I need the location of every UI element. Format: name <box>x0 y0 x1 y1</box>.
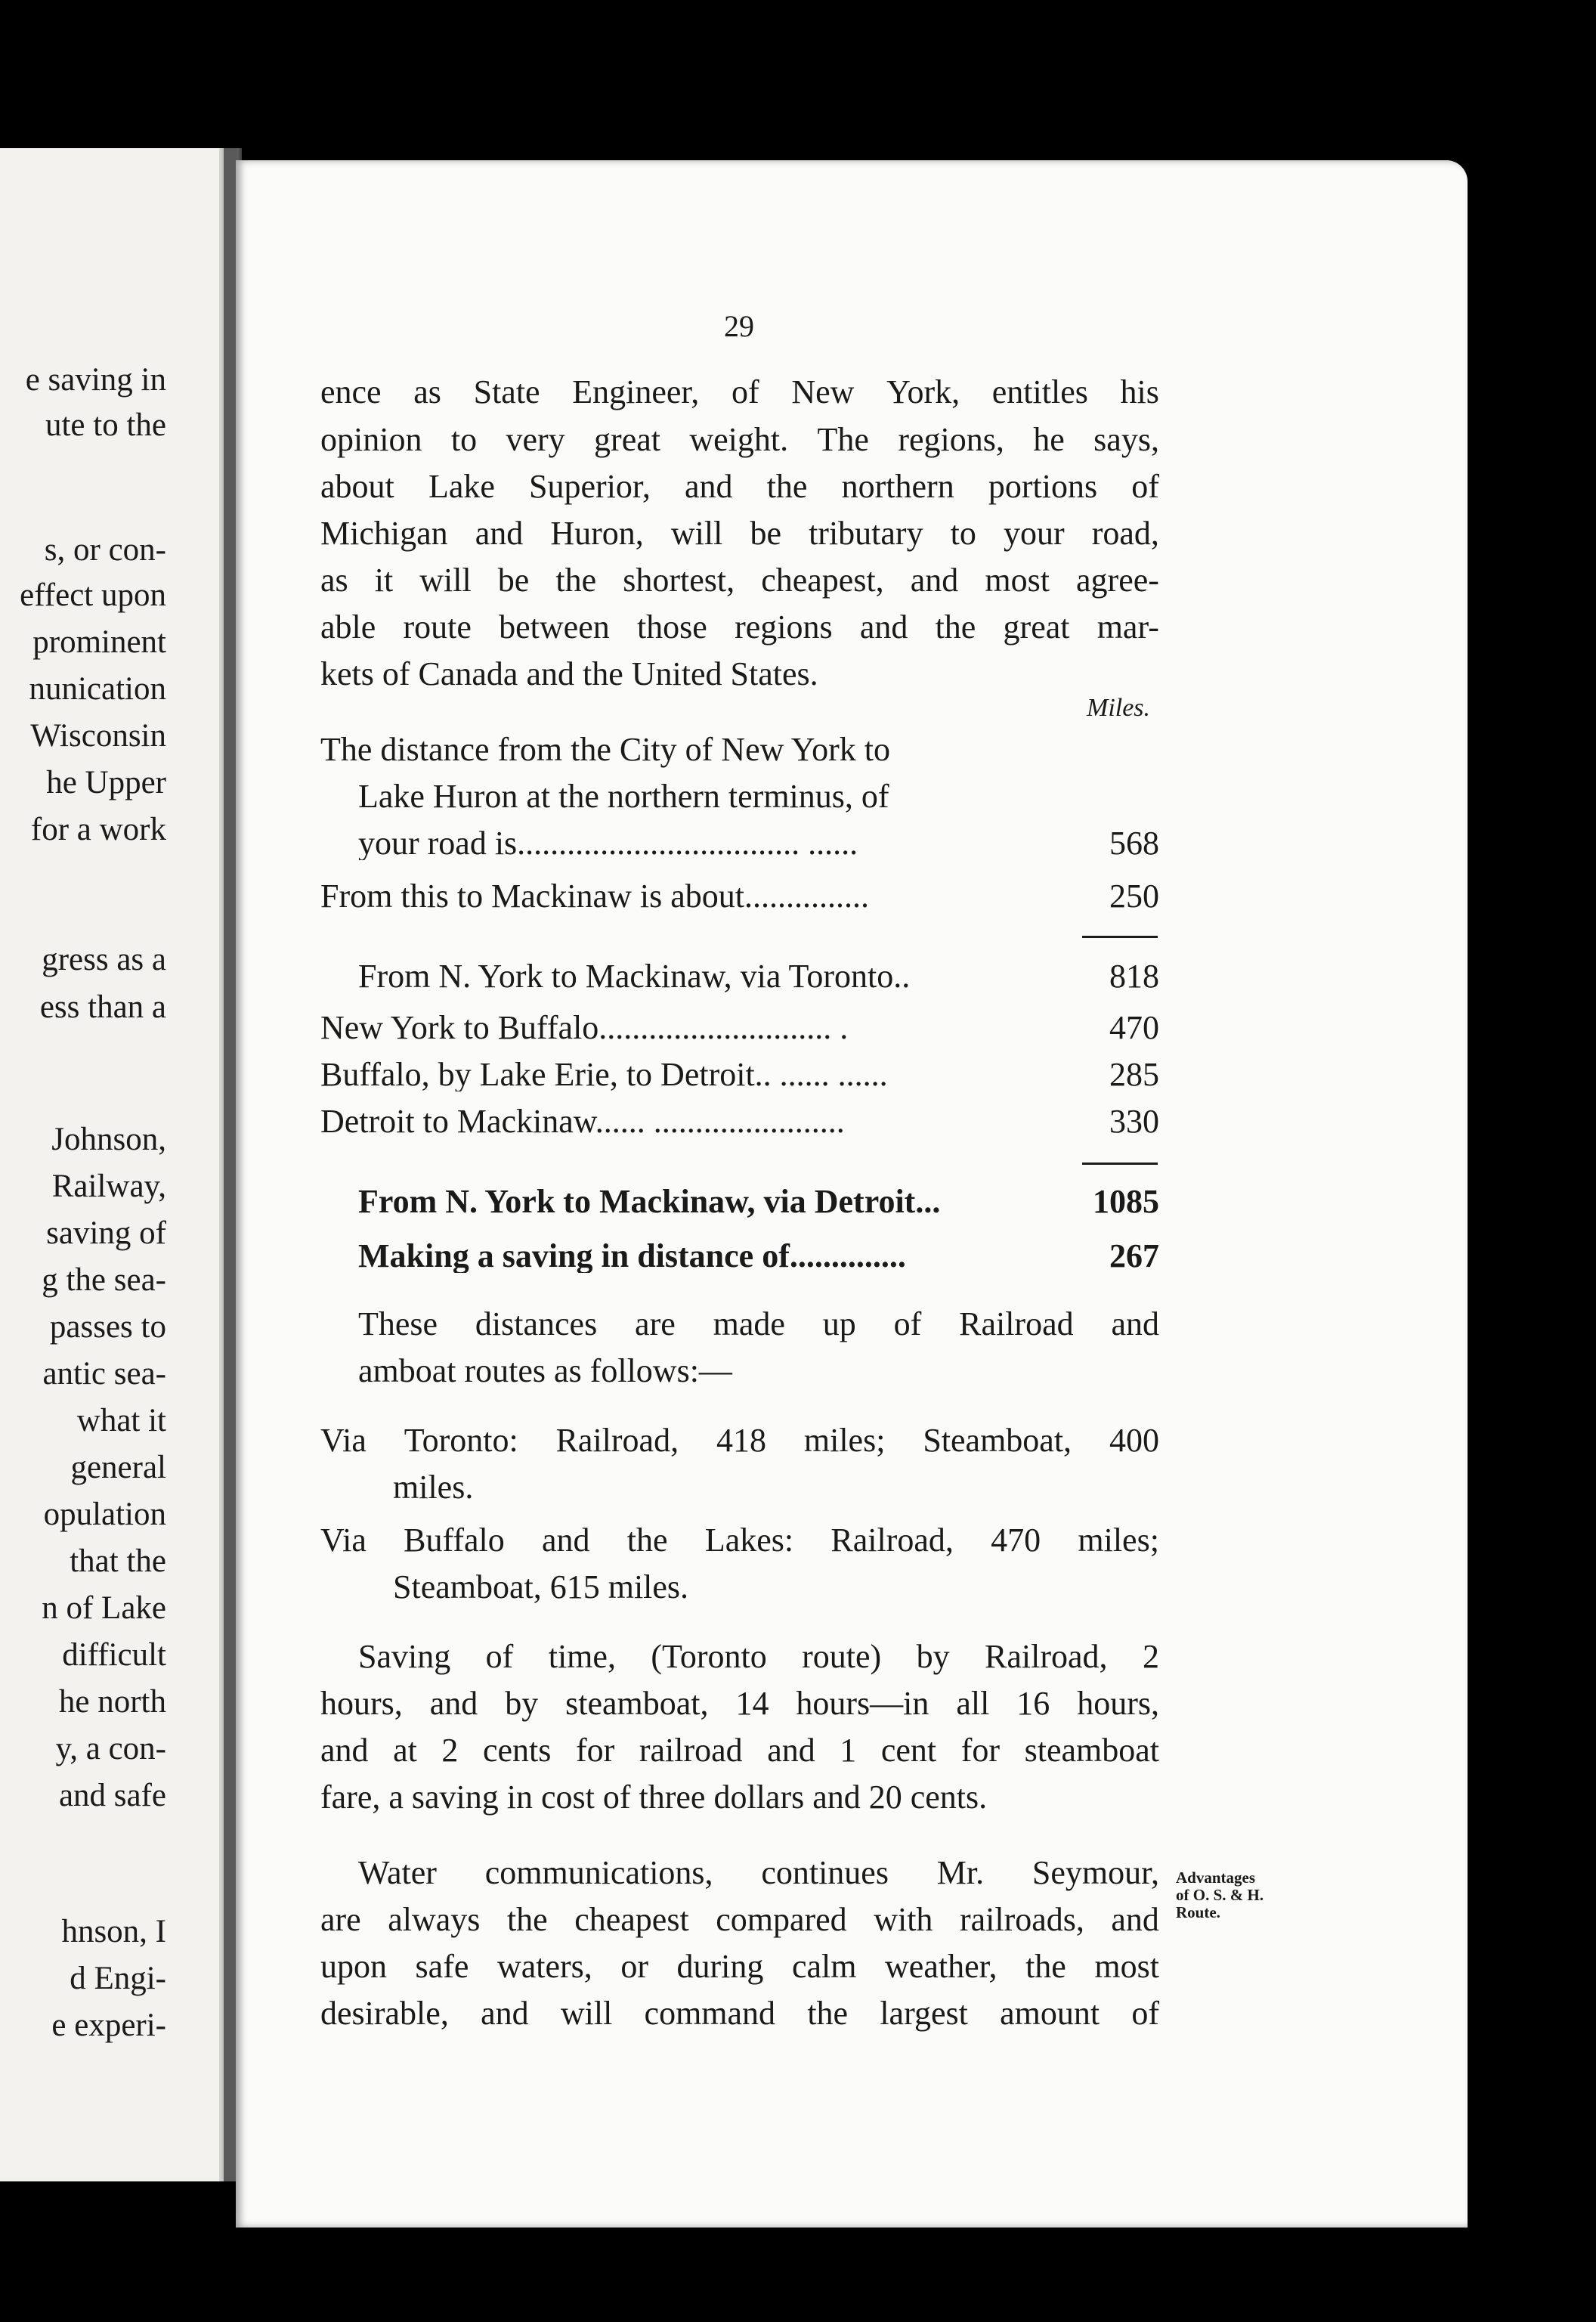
table-entry-label: New York to Buffalo............................ . <box>320 1011 849 1045</box>
paragraph-line: Steamboat, 615 miles. <box>393 1568 689 1605</box>
paragraph-line: upon safe waters, or during calm weather, the most <box>320 1948 1159 1985</box>
left-page-line: he north <box>58 1684 166 1720</box>
margin-note <box>1176 1869 1264 1921</box>
left-page-line: n of Lake <box>42 1590 166 1626</box>
margin-note-line: Route. <box>1176 1903 1220 1921</box>
table-entry-label: Lake Huron at the northern terminus, of <box>358 778 889 815</box>
left-page-line: prominent <box>32 624 166 660</box>
paragraph-line: amboat routes as follows:— <box>358 1352 732 1389</box>
left-page-line: general <box>70 1450 166 1485</box>
table-entry-label: The distance from the City of New York to <box>320 731 890 768</box>
margin-note-line: of O. S. & H. <box>1176 1886 1264 1904</box>
table-row <box>320 880 1159 913</box>
left-page-line: effect upon <box>20 577 166 613</box>
left-page-line: ess than a <box>39 989 166 1025</box>
paragraph-line: Water communications, continues Mr. Seymour, <box>358 1854 1159 1891</box>
left-page-line: Railway, <box>51 1169 166 1204</box>
table-total-value: 1085 <box>1093 1183 1159 1220</box>
paragraph-line: desirable, and will command the largest amount of <box>320 1995 1159 2032</box>
table-entry-value: 568 <box>1109 825 1159 862</box>
sum-rule <box>1082 1163 1158 1165</box>
table-row <box>358 827 1159 860</box>
paragraph-line: able route between those regions and the great mar- <box>320 608 1159 646</box>
table-entry-value: 250 <box>1109 878 1159 915</box>
table-total-label: From N. York to Mackinaw, via Detroit... <box>358 1185 941 1218</box>
table-total-label: From N. York to Mackinaw, via Toronto.. <box>358 960 911 993</box>
left-page-line: Wisconsin <box>30 718 166 754</box>
left-page-line: g the sea- <box>42 1262 166 1298</box>
table-row <box>320 1011 1159 1045</box>
previous-page <box>0 148 236 2181</box>
left-page-line: gress as a <box>42 942 166 977</box>
paragraph-line: opinion to very great weight. The regions, he says, <box>320 421 1159 458</box>
page-number: 29 <box>724 309 754 343</box>
table-total-value: 818 <box>1109 958 1159 995</box>
table-entry-value: 470 <box>1109 1009 1159 1046</box>
margin-note-line: Advantages <box>1176 1868 1256 1887</box>
paragraph-line: Via Buffalo and the Lakes: Railroad, 470 miles; <box>320 1522 1159 1559</box>
table-entry-label: From this to Mackinaw is about............... <box>320 880 869 913</box>
left-page-line: d Engi- <box>70 1961 166 1996</box>
paragraph-line: Saving of time, (Toronto route) by Railroad, 2 <box>358 1638 1159 1675</box>
left-page-line: s, or con- <box>44 532 166 568</box>
left-page-line: difficult <box>62 1637 166 1673</box>
paragraph-line: Via Toronto: Railroad, 418 miles; Steamboat, 400 <box>320 1422 1159 1459</box>
table-entry-label: Buffalo, by Lake Erie, to Detroit.. ...... ...... <box>320 1058 888 1091</box>
left-page-line: he Upper <box>46 765 166 800</box>
left-page-line: antic sea- <box>42 1356 166 1392</box>
left-page-line: passes to <box>49 1309 166 1345</box>
paragraph-line: miles. <box>393 1469 474 1506</box>
left-page-line: e saving in <box>25 362 166 398</box>
paragraph-line: These distances are made up of Railroad and <box>358 1305 1159 1342</box>
paragraph-line: ence as State Engineer, of New York, entitles his <box>320 373 1159 410</box>
left-page-line: e experi- <box>51 2008 166 2043</box>
left-page-line: hnson, I <box>61 1914 166 1949</box>
miles-column-header: Miles. <box>1087 694 1151 722</box>
left-page-line: Johnson, <box>51 1122 166 1157</box>
left-page-line: what it <box>76 1403 166 1438</box>
paragraph-line: kets of Canada and the United States. <box>320 655 818 692</box>
table-saving-value: 267 <box>1109 1237 1159 1274</box>
table-row <box>320 1105 1159 1138</box>
left-page-line: opulation <box>43 1497 166 1532</box>
left-page-line: saving of <box>46 1215 166 1251</box>
left-page-line: that the <box>70 1543 166 1579</box>
table-row <box>320 1058 1159 1091</box>
table-entry-label: your road is.................................. ...... <box>358 827 858 860</box>
paragraph-line: are always the cheapest compared with railroads, and <box>320 1901 1159 1938</box>
left-page-line: nunication <box>29 671 166 707</box>
left-page-line: ute to the <box>45 407 166 443</box>
table-entry-value: 330 <box>1109 1103 1159 1140</box>
left-page-line: for a work <box>30 812 166 847</box>
paragraph-line: fare, a saving in cost of three dollars and 20 cents. <box>320 1779 988 1816</box>
table-saving-row <box>358 1237 1159 1274</box>
sum-rule <box>1082 936 1158 938</box>
paragraph-line: Michigan and Huron, will be tributary to your road, <box>320 515 1159 552</box>
paragraph-line: hours, and by steamboat, 14 hours—in all 16 hours, <box>320 1685 1159 1722</box>
table-entry-value: 285 <box>1109 1056 1159 1093</box>
paragraph-line: and at 2 cents for railroad and 1 cent for steamboat <box>320 1732 1159 1769</box>
paragraph-line: about Lake Superior, and the northern portions of <box>320 468 1159 505</box>
left-page-line: and safe <box>58 1778 166 1813</box>
table-total-row <box>358 1185 1159 1218</box>
table-entry-label: Detroit to Mackinaw...... ....................... <box>320 1105 845 1138</box>
left-page-line: y, a con- <box>55 1731 166 1766</box>
table-saving-label: Making a saving in distance of.............. <box>358 1240 906 1273</box>
paragraph-line: as it will be the shortest, cheapest, and most agree- <box>320 562 1159 599</box>
table-total-row <box>358 960 1159 993</box>
